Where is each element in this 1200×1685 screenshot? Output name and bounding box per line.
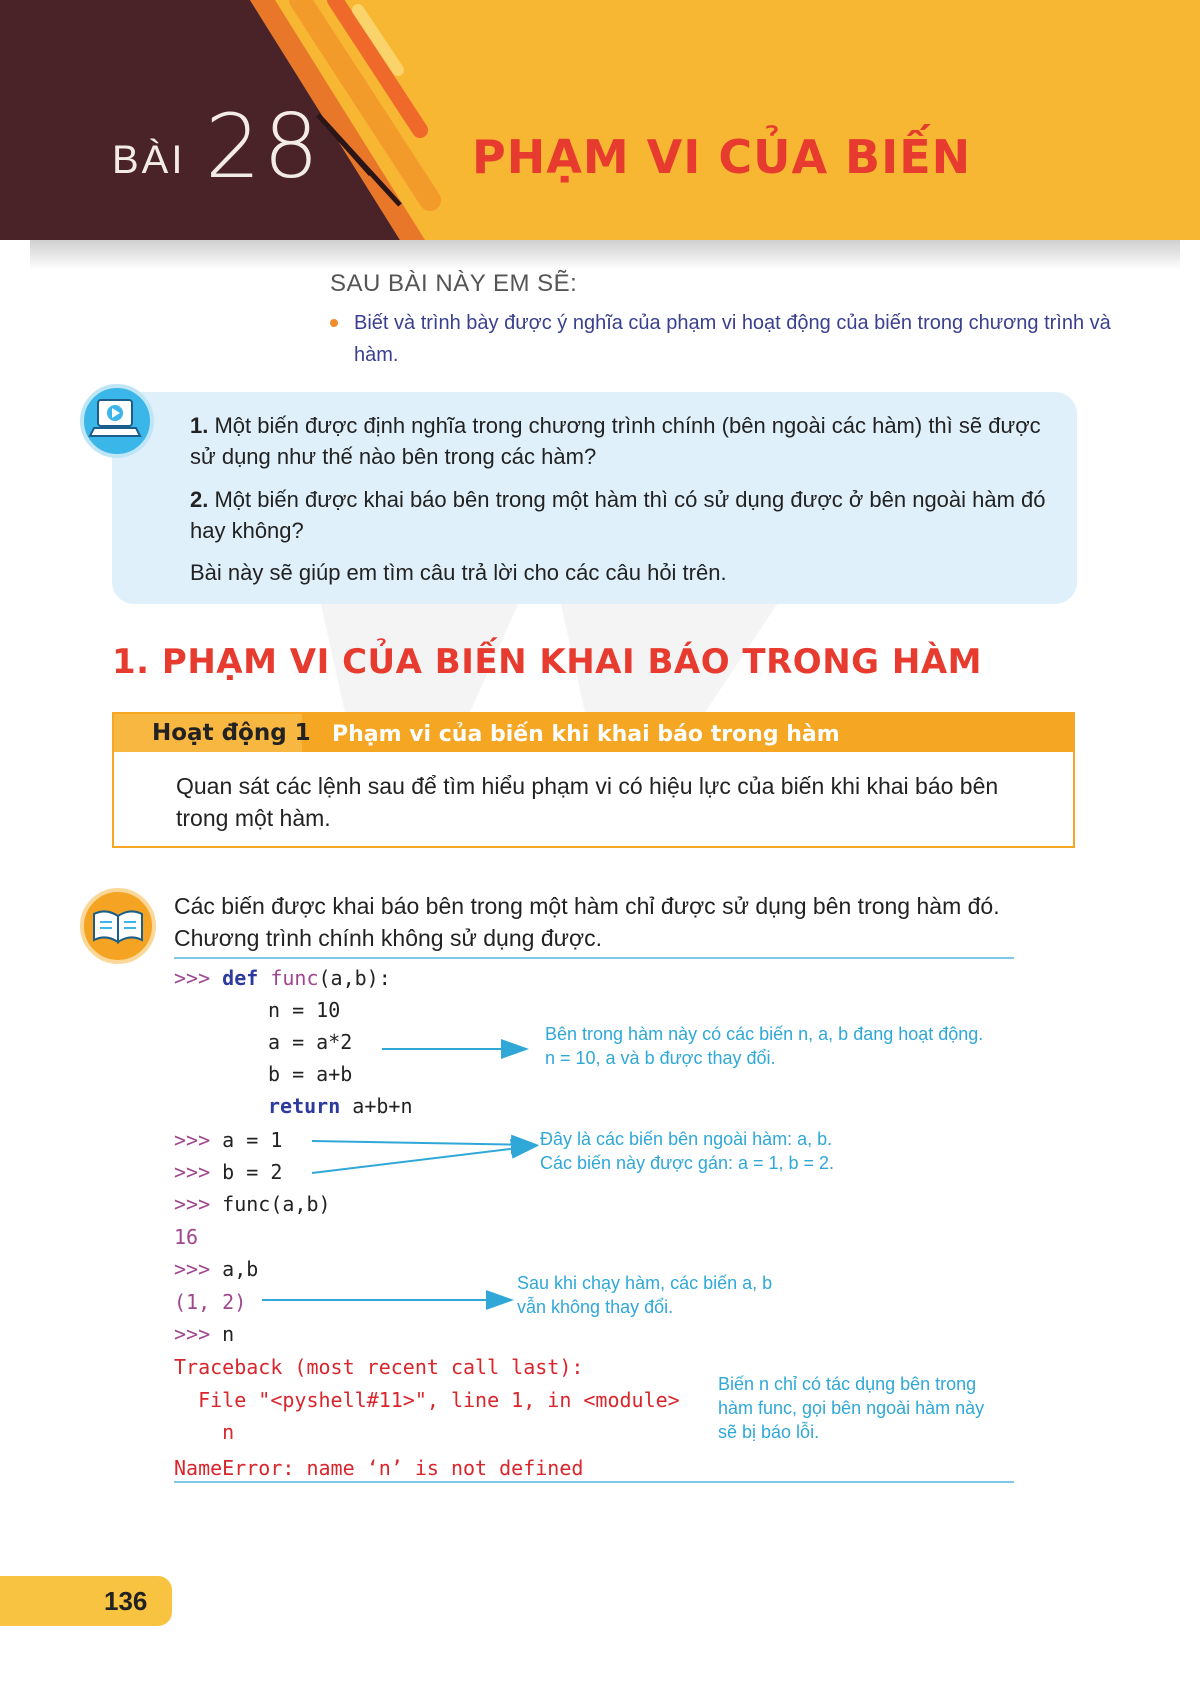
annotation-line: Đây là các biến bên ngoài hàm: a, b. xyxy=(540,1129,833,1149)
lesson-label: BÀI xyxy=(112,138,186,182)
annotation-line: sẽ bị báo lỗi. xyxy=(718,1422,820,1442)
code-traceback-2: File "<pyshell#11>", line 1, in <module> xyxy=(174,1388,680,1412)
lesson-title: PHẠM VI CỦA BIẾN xyxy=(472,130,972,184)
activity-header xyxy=(114,714,1073,752)
code-assign-b: b = 2 xyxy=(222,1160,283,1184)
code-prompt: >>> xyxy=(174,1322,211,1346)
activity-box xyxy=(112,712,1075,848)
code-def-params: (a,b): xyxy=(318,966,391,990)
code-call: func(a,b) xyxy=(222,1192,331,1216)
code-line-assign-b xyxy=(174,1160,282,1184)
banner-background xyxy=(0,0,1200,240)
activity-subtitle: Phạm vi của biến khi khai báo trong hàm xyxy=(332,722,840,747)
laptop-video-icon xyxy=(80,384,154,458)
code-top-rule xyxy=(174,957,1014,959)
objectives-heading: SAU BÀI NÀY EM SẼ: xyxy=(330,270,578,297)
objective-item xyxy=(330,307,1134,371)
code-line-show-n xyxy=(174,1322,234,1346)
annotation-line: Biến n chỉ có tác dụng bên trong xyxy=(718,1374,977,1394)
code-line-def xyxy=(174,966,391,990)
page-number: 136 xyxy=(104,1586,148,1616)
code-show-n: n xyxy=(222,1322,235,1346)
arrow-assign-a xyxy=(312,1141,535,1145)
lesson-banner xyxy=(0,0,1200,240)
lesson-number: 28 xyxy=(205,95,321,198)
annotation-line: Sau khi chạy hàm, các biến a, b xyxy=(517,1273,773,1293)
code-func-name: func xyxy=(270,966,319,990)
arrow-assign-b xyxy=(312,1146,535,1173)
annotation-name-error xyxy=(718,1372,1038,1444)
code-return-expr: a+b+n xyxy=(352,1094,413,1118)
open-book-icon-graphic xyxy=(84,892,152,960)
annotation-line: hàm func, gọi bên ngoài hàm này xyxy=(718,1398,985,1418)
code-prompt: >>> xyxy=(174,1257,211,1281)
code-def-keyword: def xyxy=(222,966,259,990)
code-prompt: >>> xyxy=(174,966,211,990)
code-line-body-3: b = a+b xyxy=(268,1062,353,1086)
banner-shadow xyxy=(30,240,1180,270)
annotation-outside-vars xyxy=(540,1127,920,1175)
objective-text: Biết và trình bày được ý nghĩa của phạm vi hoạt động của biến trong chương trình và hàm. xyxy=(354,312,1111,366)
activity-body: Quan sát các lệnh sau để tìm hiểu phạm vi có hiệu lực của biến khi khai báo bên trong một hàm. xyxy=(176,773,999,831)
question-number: 2. xyxy=(190,487,209,512)
code-traceback-3: n xyxy=(174,1420,235,1444)
activity-label: Hoạt động 1 xyxy=(152,720,311,746)
code-traceback-1: Traceback (most recent call last): xyxy=(174,1355,584,1379)
section-title: 1. PHẠM VI CỦA BIẾN KHAI BÁO TRONG HÀM xyxy=(112,642,983,682)
annotation-line: Bên trong hàm này có các biến n, a, b đang hoạt động. xyxy=(545,1024,984,1044)
question-text: Một biến được định nghĩa trong chương trình chính (bên ngoài các hàm) thì sẽ được sử dụng như thế nào bên trong các hàm? xyxy=(190,413,1041,469)
annotation-line: vẫn không thay đổi. xyxy=(517,1297,674,1317)
annotation-line: n = 10, a và b được thay đổi. xyxy=(545,1048,776,1068)
annotation-line: Các biến này được gán: a = 1, b = 2. xyxy=(540,1153,835,1173)
code-return-keyword: return xyxy=(268,1094,341,1118)
code-line-call xyxy=(174,1192,331,1216)
question-number: 1. xyxy=(190,413,209,438)
code-bottom-rule xyxy=(174,1481,1014,1483)
intro-footer: Bài này sẽ giúp em tìm câu trả lời cho các câu hỏi trên. xyxy=(190,560,727,585)
code-prompt: >>> xyxy=(174,1160,211,1184)
annotation-unchanged xyxy=(517,1271,857,1319)
intro-question-1 xyxy=(190,410,1060,472)
open-book-icon xyxy=(80,888,156,964)
annotation-inside-func xyxy=(545,1022,1045,1070)
code-prompt: >>> xyxy=(174,1192,211,1216)
intro-question-2 xyxy=(190,484,1060,546)
code-line-return xyxy=(268,1094,413,1118)
code-show-ab: a,b xyxy=(222,1257,259,1281)
code-line-call-result: 16 xyxy=(174,1225,199,1249)
code-assign-a: a = 1 xyxy=(222,1128,283,1152)
laptop-video-icon-graphic xyxy=(84,388,150,454)
note-text: Các biến được khai báo bên trong một hàm chỉ được sử dụng bên trong hàm đó. Chương trình chính không sử dụng được. xyxy=(174,893,1000,951)
code-line-body-2: a = a*2 xyxy=(268,1030,353,1054)
code-line-assign-a xyxy=(174,1128,282,1152)
code-line-show-ab xyxy=(174,1257,258,1281)
code-line-ab-result: (1, 2) xyxy=(174,1290,247,1314)
code-line-body-1: n = 10 xyxy=(268,998,341,1022)
code-prompt: >>> xyxy=(174,1128,211,1152)
code-traceback-4: NameError: name ‘n’ is not defined xyxy=(174,1456,584,1480)
bullet-icon xyxy=(330,319,338,327)
question-text: Một biến được khai báo bên trong một hàm thì có sử dụng được ở bên ngoài hàm đó hay không? xyxy=(190,487,1046,543)
